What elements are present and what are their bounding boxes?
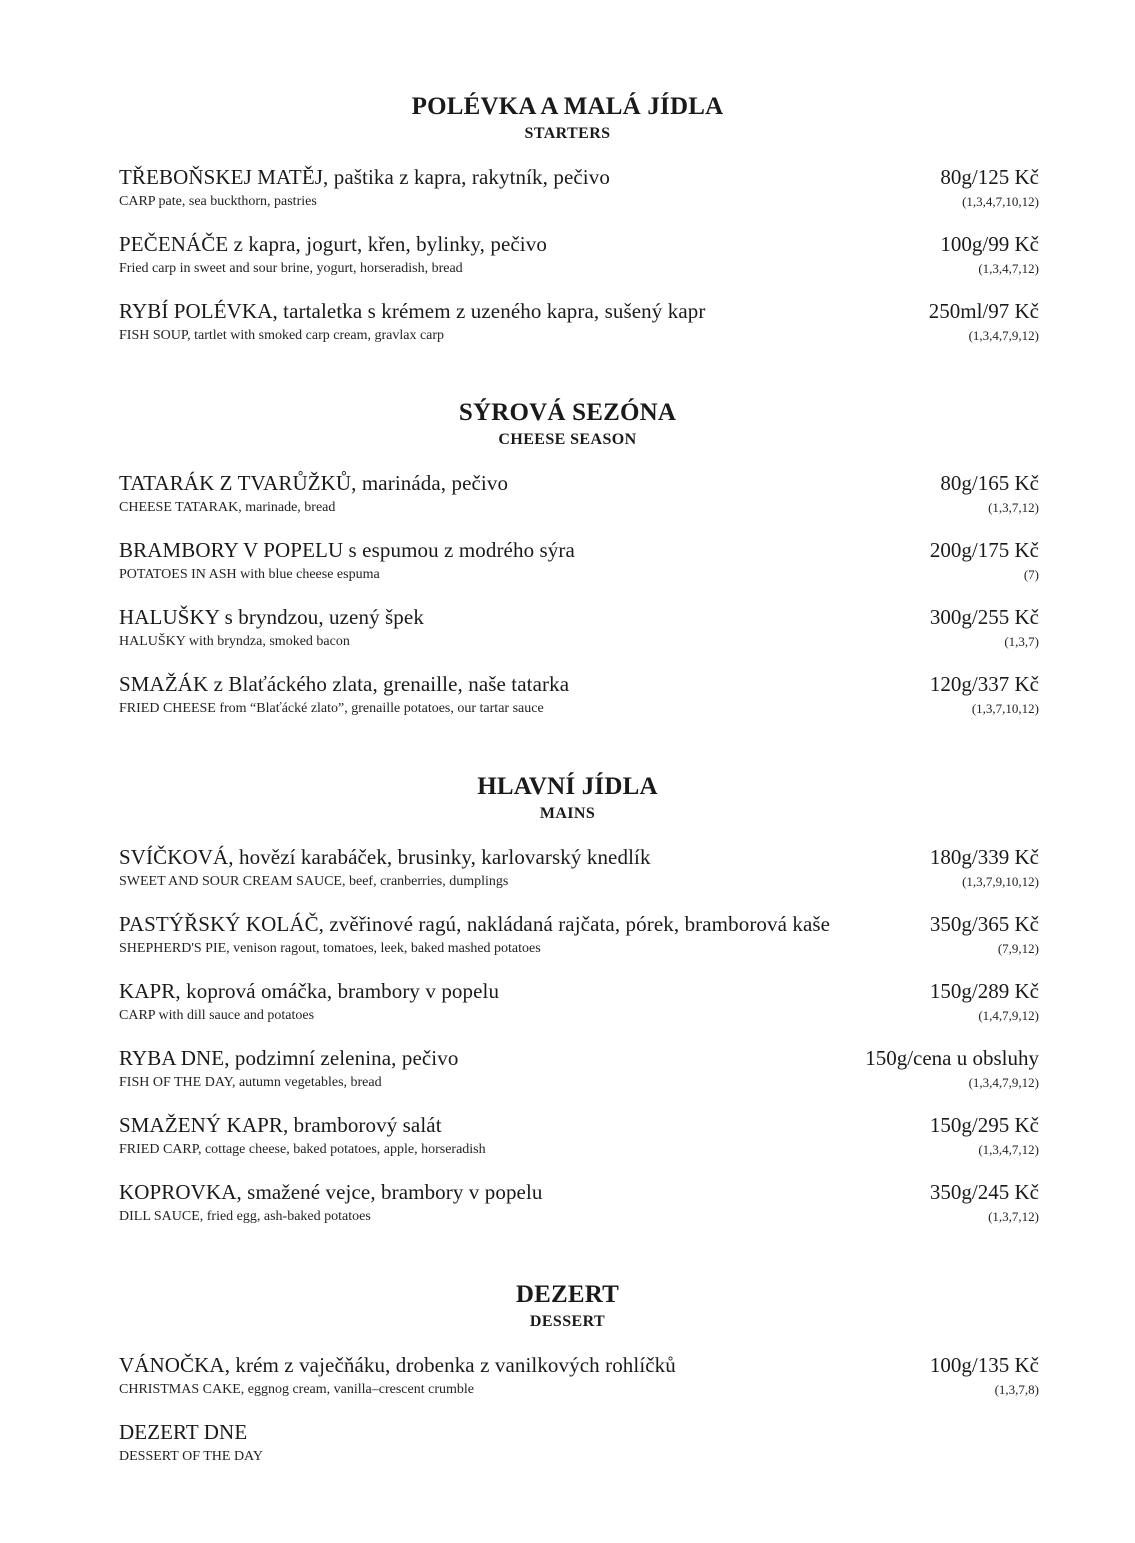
menu-item <box>0 978 1135 1045</box>
dish-allergens: (1,4,7,9,12) <box>978 1008 1039 1023</box>
dish-allergens: (1,3,7,12) <box>988 1209 1039 1224</box>
dish-allergens: (7) <box>1023 567 1039 582</box>
dish-name-cz: TATARÁK Z TVARŮŽKŮ, marináda, pečivo <box>119 471 509 495</box>
dish-allergens: (1,3,7,9,10,12) <box>962 874 1039 889</box>
dish-price: 80g/125 Kč <box>940 165 1039 189</box>
menu-item <box>0 164 1135 231</box>
dish-allergens: (1,3,4,7,12) <box>978 261 1039 276</box>
dish-description-en: FRIED CHEESE from “Blaťácké zlato”, grenaille potatoes, our tartar sauce <box>119 701 544 716</box>
dish-allergens: (1,3,7,10,12) <box>971 701 1039 716</box>
dish-allergens: (1,3,7,12) <box>988 500 1039 515</box>
menu-item <box>0 911 1135 978</box>
menu-item <box>0 604 1135 671</box>
dish-name-cz: RYBÍ POLÉVKA, tartaletka s krémem z uzeného kapra, sušený kapr <box>119 299 706 323</box>
section-title: DEZERT <box>515 1281 620 1308</box>
section-mains <box>0 772 1135 1246</box>
dish-description-en: CARP pate, sea buckthorn, pastries <box>119 194 317 209</box>
dish-name-cz: PEČENÁČE z kapra, jogurt, křen, bylinky, pečivo <box>119 232 547 256</box>
dish-allergens: (1,3,4,7,9,12) <box>968 1075 1039 1090</box>
menu-item <box>0 1045 1135 1112</box>
section-title: SÝROVÁ SEZÓNA <box>458 399 677 426</box>
dish-name-cz: BRAMBORY V POPELU s espumou z modrého sýra <box>119 538 575 562</box>
dish-allergens: (7,9,12) <box>997 941 1039 956</box>
dish-description-en: CHRISTMAS CAKE, eggnog cream, vanilla–crescent crumble <box>119 1382 474 1397</box>
dish-name-cz: KOPROVKA, smažené vejce, brambory v popelu <box>119 1180 543 1204</box>
dish-description-en: Fried carp in sweet and sour brine, yogurt, horseradish, bread <box>119 261 463 276</box>
menu-item <box>0 1352 1135 1419</box>
dish-allergens: (1,3,4,7,10,12) <box>962 194 1039 209</box>
dish-name-cz: PASTÝŘSKÝ KOLÁČ, zvěřinové ragú, nakládaná rajčata, pórek, bramborová kaše <box>119 912 831 936</box>
menu-item <box>0 1112 1135 1179</box>
section-subtitle: MAINS <box>539 805 596 822</box>
dish-name-cz: KAPR, koprová omáčka, brambory v popelu <box>119 979 500 1003</box>
dish-description-en: DESSERT OF THE DAY <box>119 1449 263 1464</box>
dish-description-en: FISH SOUP, tartlet with smoked carp cream, gravlax carp <box>119 328 445 343</box>
dish-price: 100g/135 Kč <box>929 1353 1039 1377</box>
dish-description-en: SWEET AND SOUR CREAM SAUCE, beef, cranberries, dumplings <box>119 874 509 889</box>
section-starters <box>0 92 1135 365</box>
dish-name-cz: HALUŠKY s bryndzou, uzený špek <box>119 605 424 629</box>
dish-name-cz: VÁNOČKA, krém z vaječňáku, drobenka z vanilkových rohlíčků <box>119 1353 676 1377</box>
dish-price: 150g/cena u obsluhy <box>865 1046 1039 1070</box>
menu-item <box>0 470 1135 537</box>
dish-price: 300g/255 Kč <box>929 605 1039 629</box>
dish-allergens: (1,3,4,7,9,12) <box>968 328 1039 343</box>
dish-price: 350g/365 Kč <box>929 912 1039 936</box>
menu-item <box>0 231 1135 298</box>
section-title: HLAVNÍ JÍDLA <box>477 773 658 800</box>
dish-description-en: CHEESE TATARAK, marinade, bread <box>119 500 336 515</box>
section-dessert <box>0 1280 1135 1486</box>
dish-description-en: HALUŠKY with bryndza, smoked bacon <box>119 634 350 649</box>
dish-price: 350g/245 Kč <box>929 1180 1039 1204</box>
section-title: POLÉVKA A MALÁ JÍDLA <box>411 93 724 120</box>
dish-name-cz: SVÍČKOVÁ, hovězí karabáček, brusinky, karlovarský knedlík <box>119 845 651 869</box>
dish-price: 100g/99 Kč <box>940 232 1039 256</box>
section-subtitle: CHEESE SEASON <box>498 431 637 448</box>
section-subtitle: STARTERS <box>524 125 611 142</box>
dish-price: 150g/295 Kč <box>929 1113 1039 1137</box>
dish-description-en: DILL SAUCE, fried egg, ash-baked potatoes <box>119 1209 371 1224</box>
dish-price: 200g/175 Kč <box>929 538 1039 562</box>
dish-name-cz: SMAŽÁK z Blaťáckého zlata, grenaille, naše tatarka <box>119 672 570 696</box>
dish-description-en: SHEPHERD'S PIE, venison ragout, tomatoes, leek, baked mashed potatoes <box>119 941 541 956</box>
dish-description-en: POTATOES IN ASH with blue cheese espuma <box>119 567 380 582</box>
menu-item <box>0 671 1135 738</box>
menu-item <box>0 844 1135 911</box>
section-subtitle: DESSERT <box>529 1313 606 1330</box>
dish-price: 180g/339 Kč <box>929 845 1039 869</box>
dish-price: 80g/165 Kč <box>940 471 1039 495</box>
menu-item <box>0 537 1135 604</box>
menu-item <box>0 1419 1135 1486</box>
dish-description-en: FRIED CARP, cottage cheese, baked potatoes, apple, horseradish <box>119 1142 486 1157</box>
dish-name-cz: SMAŽENÝ KAPR, bramborový salát <box>119 1113 442 1137</box>
dish-allergens: (1,3,7,8) <box>994 1382 1039 1397</box>
dish-description-en: CARP with dill sauce and potatoes <box>119 1008 315 1023</box>
dish-price: 150g/289 Kč <box>929 979 1039 1003</box>
dish-name-cz: TŘEBOŇSKEJ MATĚJ, paštika z kapra, rakytník, pečivo <box>119 165 610 189</box>
dish-allergens: (1,3,7) <box>1004 634 1039 649</box>
dish-price: 250ml/97 Kč <box>928 299 1039 323</box>
section-cheese-season <box>0 398 1135 738</box>
dish-price: 120g/337 Kč <box>929 672 1039 696</box>
menu-item <box>0 1179 1135 1246</box>
dish-allergens: (1,3,4,7,12) <box>978 1142 1039 1157</box>
dish-name-cz: RYBA DNE, podzimní zelenina, pečivo <box>119 1046 459 1070</box>
dish-name-cz: DEZERT DNE <box>119 1420 248 1444</box>
dish-description-en: FISH OF THE DAY, autumn vegetables, bread <box>119 1075 382 1090</box>
menu-item <box>0 298 1135 365</box>
